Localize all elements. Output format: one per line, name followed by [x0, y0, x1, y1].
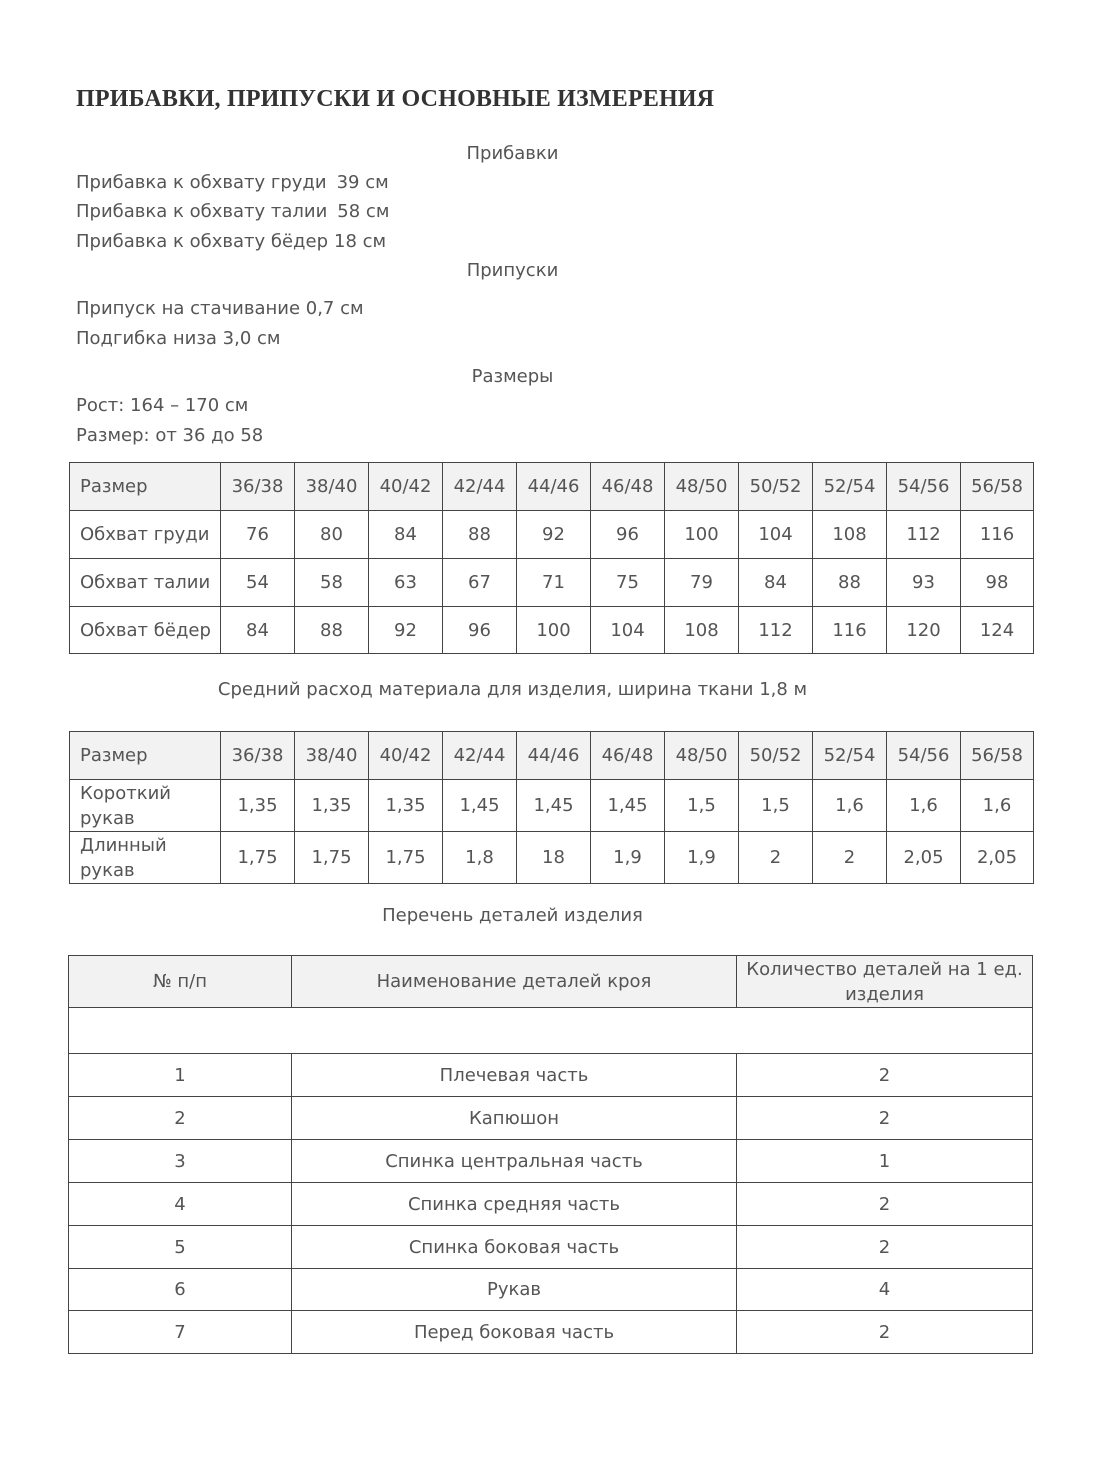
hem-allowance: Подгибка низа 3,0 см [76, 328, 281, 349]
table-row [70, 511, 1034, 559]
table-cell: 1,6 [961, 780, 1034, 832]
table-cell: 1,6 [887, 780, 961, 832]
allowance-label: Прибавка к обхвату бёдер [76, 231, 328, 252]
size-column-header: 56/58 [961, 732, 1034, 780]
size-column-header: 46/48 [591, 463, 665, 511]
part-name: Перед боковая часть [292, 1311, 737, 1354]
part-name: Капюшон [292, 1097, 737, 1140]
table-row [70, 832, 1034, 884]
table-cell: 108 [813, 511, 887, 559]
table-cell: 100 [665, 511, 739, 559]
table-row [69, 1054, 1033, 1097]
sizes-heading: Размеры [471, 366, 554, 387]
table-cell: 63 [369, 559, 443, 607]
size-column-header: 48/50 [665, 732, 739, 780]
part-number: 4 [69, 1183, 292, 1226]
size-column-header: 42/44 [443, 732, 517, 780]
size-measurements-table [69, 462, 1034, 654]
parts-list-table [68, 955, 1033, 1354]
table-header-row [70, 732, 1034, 780]
table-cell: 1,6 [813, 780, 887, 832]
size-column-header: 36/38 [221, 732, 295, 780]
table-cell: 80 [295, 511, 369, 559]
table-row [70, 607, 1034, 654]
table-cell: 104 [739, 511, 813, 559]
size-column-header: 50/52 [739, 463, 813, 511]
size-column-header: 48/50 [665, 463, 739, 511]
part-number: 3 [69, 1140, 292, 1183]
allowance-hips [76, 231, 386, 252]
table-cell: 2 [739, 832, 813, 884]
table-cell: 93 [887, 559, 961, 607]
row-label-cell: Короткий рукав [70, 780, 221, 832]
allowance-value: 58 см [337, 201, 390, 222]
page-title: ПРИБАВКИ, ПРИПУСКИ И ОСНОВНЫЕ ИЗМЕРЕНИЯ [76, 86, 715, 112]
table-cell: 116 [813, 607, 887, 654]
allowance-value: 39 см [336, 172, 389, 193]
name-column-header: Наименование деталей кроя [292, 956, 737, 1008]
quantity-column-header: Количество деталей на 1 ед. изделия [737, 956, 1033, 1008]
part-quantity: 2 [737, 1097, 1033, 1140]
part-name: Спинка боковая часть [292, 1226, 737, 1269]
table-cell: 1,35 [221, 780, 295, 832]
part-name: Плечевая часть [292, 1054, 737, 1097]
material-consumption-table [69, 731, 1034, 884]
table-cell: 1,9 [591, 832, 665, 884]
table-cell: 84 [739, 559, 813, 607]
table-cell: 1,35 [295, 780, 369, 832]
table-cell: 96 [591, 511, 665, 559]
table-row [69, 1269, 1033, 1311]
header-label-cell: Размер [70, 463, 221, 511]
table-cell: 75 [591, 559, 665, 607]
size-column-header: 44/46 [517, 463, 591, 511]
table-row [69, 1183, 1033, 1226]
table-cell: 2,05 [887, 832, 961, 884]
table-row [70, 559, 1034, 607]
table-cell: 92 [517, 511, 591, 559]
size-column-header: 46/48 [591, 732, 665, 780]
seams-heading: Припуски [466, 260, 559, 281]
table-cell: 2,05 [961, 832, 1034, 884]
part-number: 1 [69, 1054, 292, 1097]
table-cell: 2 [813, 832, 887, 884]
table-cell: 84 [221, 607, 295, 654]
size-column-header: 40/42 [369, 463, 443, 511]
table-cell: 104 [591, 607, 665, 654]
allowance-waist [76, 201, 389, 222]
part-quantity: 2 [737, 1226, 1033, 1269]
table-cell: 1,35 [369, 780, 443, 832]
table-cell: 112 [887, 511, 961, 559]
table-cell: 1,5 [665, 780, 739, 832]
table-cell: 1,75 [295, 832, 369, 884]
row-label-cell: Обхват талии [70, 559, 221, 607]
table-cell: 116 [961, 511, 1034, 559]
part-number: 6 [69, 1269, 292, 1311]
table-header-row [70, 463, 1034, 511]
size-column-header: 44/46 [517, 732, 591, 780]
allowance-label: Прибавка к обхвату талии [76, 201, 328, 222]
part-number: 2 [69, 1097, 292, 1140]
size-column-header: 38/40 [295, 463, 369, 511]
table-cell: 67 [443, 559, 517, 607]
table-cell: 1,9 [665, 832, 739, 884]
part-name: Спинка центральная часть [292, 1140, 737, 1183]
part-quantity: 4 [737, 1269, 1033, 1311]
table-cell: 84 [369, 511, 443, 559]
size-column-header: 52/54 [813, 732, 887, 780]
table-cell: 112 [739, 607, 813, 654]
table-cell: 1,75 [221, 832, 295, 884]
table-cell: 88 [295, 607, 369, 654]
table-cell: 1,45 [443, 780, 517, 832]
table-row [69, 1140, 1033, 1183]
size-column-header: 42/44 [443, 463, 517, 511]
table-header-row [69, 956, 1033, 1008]
allowance-label: Прибавка к обхвату груди [76, 172, 327, 193]
part-quantity: 2 [737, 1183, 1033, 1226]
part-quantity: 1 [737, 1140, 1033, 1183]
empty-row [69, 1008, 1033, 1054]
parts-heading: Перечень деталей изделия [382, 905, 643, 926]
table-cell: 108 [665, 607, 739, 654]
part-quantity: 2 [737, 1311, 1033, 1354]
row-label-cell: Обхват бёдер [70, 607, 221, 654]
table-cell: 54 [221, 559, 295, 607]
header-label-cell: Размер [70, 732, 221, 780]
table-cell: 98 [961, 559, 1034, 607]
table-cell: 124 [961, 607, 1034, 654]
allowances-heading: Прибавки [466, 143, 559, 164]
row-label-cell: Обхват груди [70, 511, 221, 559]
size-column-header: 52/54 [813, 463, 887, 511]
table-row [70, 780, 1034, 832]
table-cell: 120 [887, 607, 961, 654]
table-cell: 1,75 [369, 832, 443, 884]
part-number: 7 [69, 1311, 292, 1354]
allowance-chest [76, 172, 389, 193]
height-range: Рост: 164 – 170 см [76, 395, 249, 416]
table-row [69, 1311, 1033, 1354]
table-cell: 76 [221, 511, 295, 559]
allowance-value: 18 см [334, 231, 387, 252]
table-cell: 18 [517, 832, 591, 884]
table-cell: 1,5 [739, 780, 813, 832]
table-cell: 96 [443, 607, 517, 654]
table-cell: 58 [295, 559, 369, 607]
table-cell: 1,8 [443, 832, 517, 884]
part-number: 5 [69, 1226, 292, 1269]
empty-cell [69, 1008, 1033, 1054]
part-name: Спинка средняя часть [292, 1183, 737, 1226]
size-column-header: 50/52 [739, 732, 813, 780]
size-column-header: 54/56 [887, 732, 961, 780]
table-cell: 71 [517, 559, 591, 607]
table-row [69, 1226, 1033, 1269]
table-cell: 92 [369, 607, 443, 654]
size-column-header: 56/58 [961, 463, 1034, 511]
row-label-cell: Длинный рукав [70, 832, 221, 884]
table-cell: 1,45 [591, 780, 665, 832]
table-cell: 100 [517, 607, 591, 654]
part-quantity: 2 [737, 1054, 1033, 1097]
table-row [69, 1097, 1033, 1140]
number-column-header: № п/п [69, 956, 292, 1008]
size-column-header: 38/40 [295, 732, 369, 780]
size-range: Размер: от 36 до 58 [76, 425, 264, 446]
table-cell: 79 [665, 559, 739, 607]
size-column-header: 40/42 [369, 732, 443, 780]
size-column-header: 54/56 [887, 463, 961, 511]
seam-allowance: Припуск на стачивание 0,7 см [76, 298, 364, 319]
table-cell: 1,45 [517, 780, 591, 832]
consumption-heading: Средний расход материала для изделия, ширина ткани 1,8 м [217, 679, 808, 700]
table-cell: 88 [443, 511, 517, 559]
size-column-header: 36/38 [221, 463, 295, 511]
table-cell: 88 [813, 559, 887, 607]
part-name: Рукав [292, 1269, 737, 1311]
